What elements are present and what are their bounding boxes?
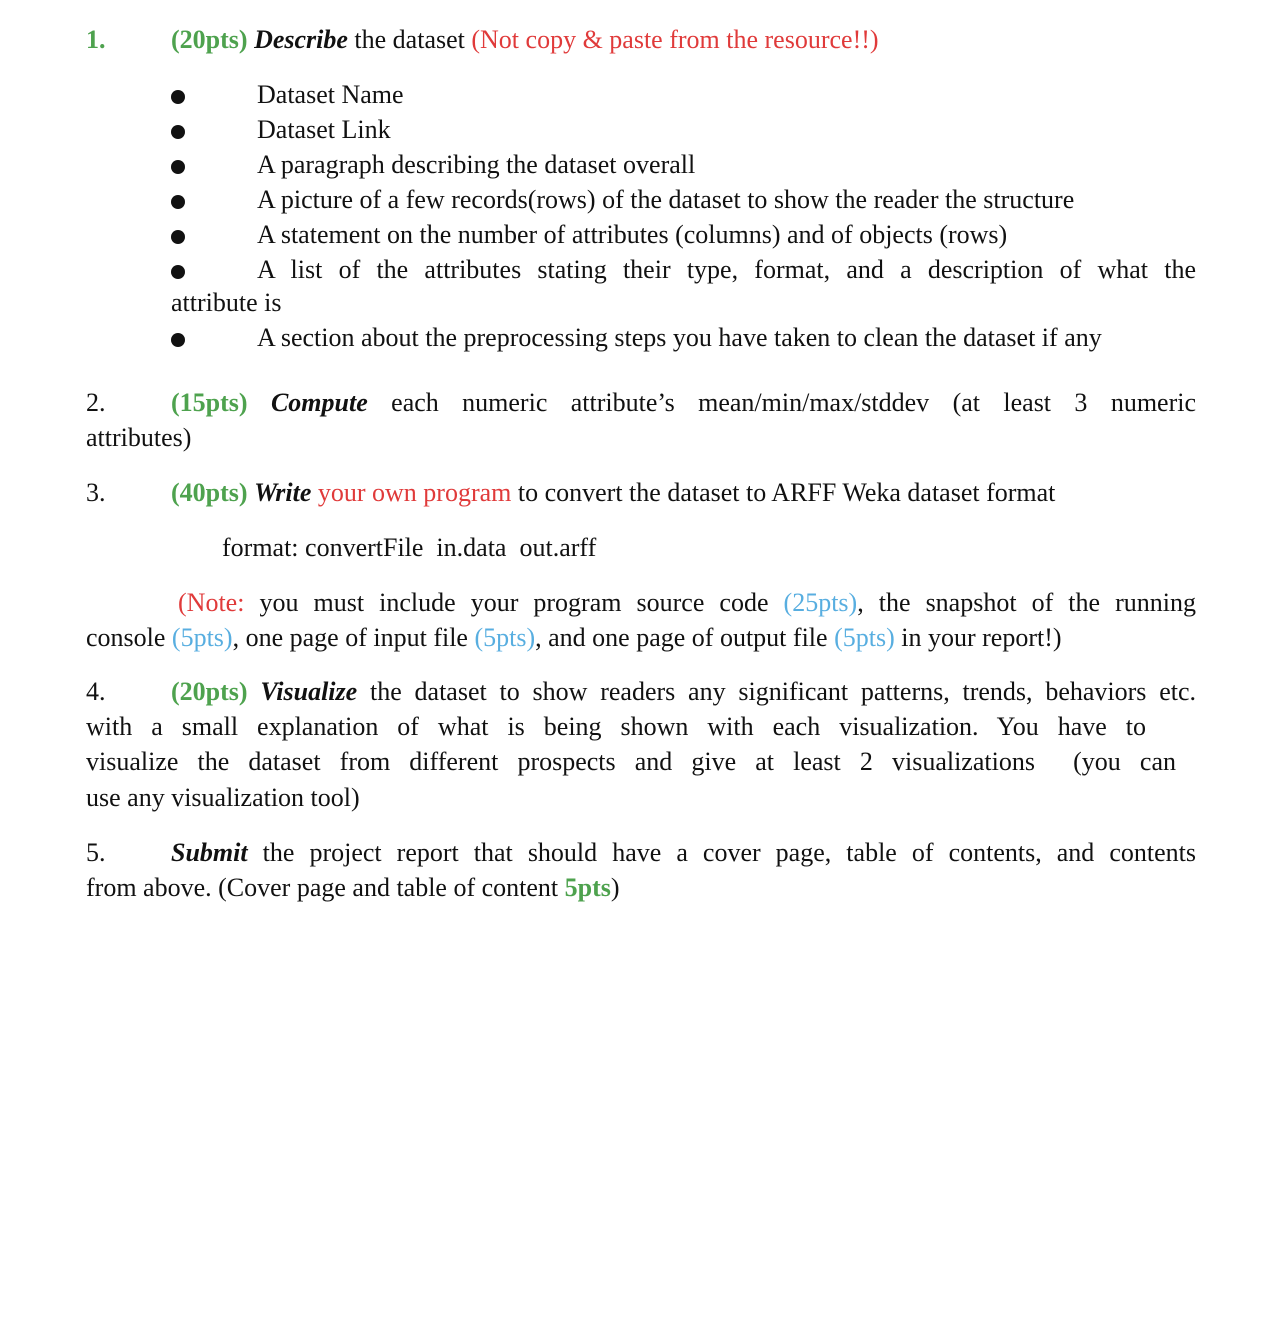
q2-number: 2. xyxy=(86,388,106,417)
q1-text: the dataset xyxy=(347,25,472,54)
q1-points: (20pts) xyxy=(171,25,248,54)
q3-note-open: ( xyxy=(178,588,187,617)
q5-text-line-2b: ) xyxy=(610,873,620,902)
q5-text-line-1: the project report that should have a cover page, table of contents, and contents xyxy=(247,838,1196,867)
q2-text-line-2: attributes) xyxy=(86,423,192,452)
q3-note-line-2 xyxy=(86,623,1062,653)
q1-note: (Not copy & paste from the resource!!) xyxy=(471,25,879,54)
q4-verb: Visualize xyxy=(260,677,358,706)
bullet-icon xyxy=(171,160,185,174)
q3-points: (40pts) xyxy=(171,478,248,507)
q5-text-line-2a: from above. (Cover page and table of content xyxy=(86,873,565,902)
q3-text: to convert the dataset to ARFF Weka dataset format xyxy=(511,478,1056,507)
q3-note-line-2-d: in your report!) xyxy=(894,623,1062,652)
q4-text-line-3: visualize the dataset from different prospects and give at least 2 visualizations (you can xyxy=(86,747,1176,776)
bullet-icon xyxy=(171,90,185,104)
q1-bullet-6: A list of the attributes stating their type, format, and a description of what the xyxy=(257,255,1196,284)
q2-text-line-1: each numeric attribute’s mean/min/max/stddev (at least 3 numeric xyxy=(367,388,1197,417)
bullet-icon xyxy=(171,265,185,279)
q1-bullet-6-continuation: attribute is xyxy=(171,288,282,317)
q2-points: (15pts) xyxy=(171,388,248,417)
q2-verb: Compute xyxy=(270,388,368,417)
bullet-icon xyxy=(171,195,185,209)
q5-pts: 5pts xyxy=(564,873,611,902)
q1-bullet-3: A paragraph describing the dataset overall xyxy=(257,150,696,179)
q1-bullet-1: Dataset Name xyxy=(257,80,404,109)
q2-line-1 xyxy=(171,388,1196,418)
q3-note-line-2-a: console xyxy=(86,623,172,652)
q4-text-line-4: use any visualization tool) xyxy=(86,783,360,812)
q3-note-text-1: you must include your program source code xyxy=(244,588,784,617)
q3-note-text-2: , the snapshot of the running xyxy=(857,588,1196,617)
q1-bullet-4: A picture of a few records(rows) of the dataset to show the reader the structure xyxy=(257,185,1075,214)
q1-bullet-2: Dataset Link xyxy=(257,115,391,144)
q3-verb: Write xyxy=(254,478,312,507)
q5-number: 5. xyxy=(86,838,106,867)
q3-note-line-2-c: , and one page of output file xyxy=(535,623,835,652)
q3-note-line-2-b: , one page of input file xyxy=(232,623,475,652)
q5-verb: Submit xyxy=(171,838,248,867)
q1-number: 1. xyxy=(86,25,106,54)
bullet-icon xyxy=(171,230,185,244)
q1-bullet-5: A statement on the number of attributes (columns) and of objects (rows) xyxy=(257,220,1008,249)
q4-points: (20pts) xyxy=(171,677,248,706)
q5-line-2 xyxy=(86,873,620,903)
bullet-icon xyxy=(171,333,185,347)
q3-pts-output: (5pts) xyxy=(834,623,895,652)
q3-note-label: Note: xyxy=(186,588,245,617)
q4-line-1 xyxy=(171,677,1196,707)
q5-line-1 xyxy=(171,838,1196,868)
q3-number: 3. xyxy=(86,478,106,507)
q3-highlight: your own program xyxy=(317,478,512,507)
bullet-icon xyxy=(171,125,185,139)
q1-verb: Describe xyxy=(254,25,348,54)
q4-text-line-2: with a small explanation of what is being shown with each visualization. You have to xyxy=(86,712,1146,741)
q3-note-line-1 xyxy=(178,588,1196,618)
q3-pts-source: (25pts) xyxy=(783,588,858,617)
q4-number: 4. xyxy=(86,677,106,706)
q4-text-line-1: the dataset to show readers any significant patterns, trends, behaviors etc. xyxy=(357,677,1197,706)
q3-pts-input: (5pts) xyxy=(474,623,536,652)
q3-format-line: format: convertFile in.data out.arff xyxy=(222,533,597,562)
q3-pts-console: (5pts) xyxy=(171,623,233,652)
q3-heading xyxy=(171,478,1055,508)
q1-heading xyxy=(171,25,879,55)
q1-bullet-7: A section about the preprocessing steps you have taken to clean the dataset if any xyxy=(257,323,1102,352)
